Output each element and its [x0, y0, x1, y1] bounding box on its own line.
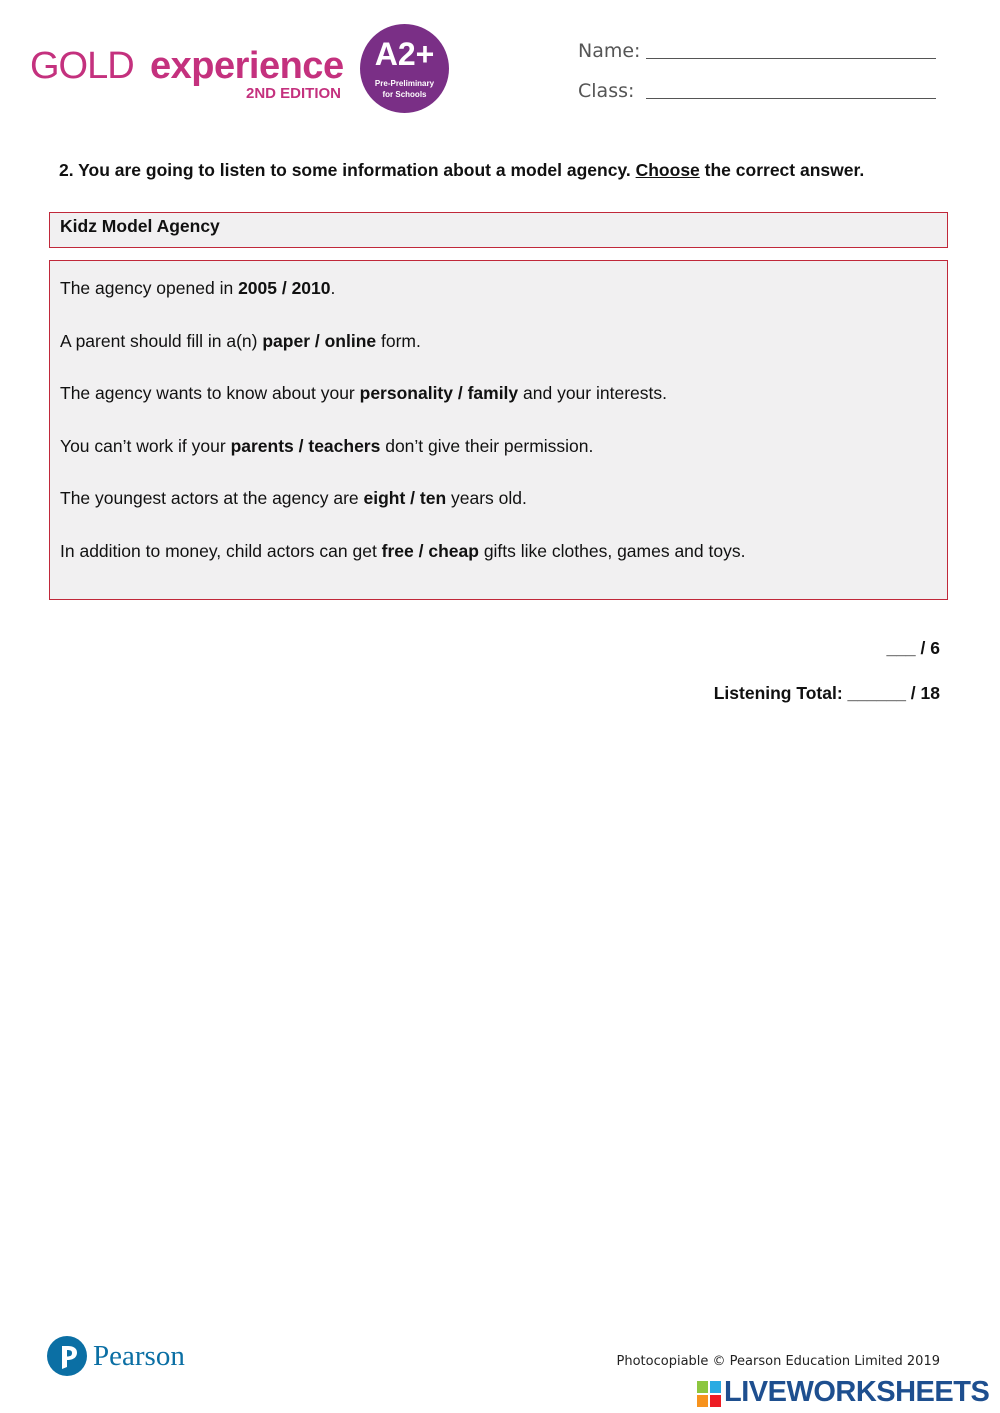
logo-gold: GOLD [30, 45, 134, 87]
badge-sub2: for Schools [382, 90, 427, 99]
task-instruction [59, 160, 864, 181]
question-4 [60, 436, 593, 457]
question-2 [60, 331, 421, 352]
q3-options[interactable]: personality / family [359, 383, 519, 403]
question-6 [60, 541, 745, 562]
level-badge [360, 24, 449, 113]
class-label: Class: [578, 80, 635, 102]
pearson-logo-icon [47, 1336, 87, 1376]
q3-post: and your interests. [518, 383, 667, 403]
question-5 [60, 488, 527, 509]
liveworksheets-icon [697, 1381, 721, 1407]
q4-post: don’t give their permission. [380, 436, 594, 456]
q6-options[interactable]: free / cheap [381, 541, 479, 561]
logo-edition: 2ND EDITION [246, 85, 342, 102]
agency-title: Kidz Model Agency [60, 216, 220, 236]
question-1 [60, 278, 335, 299]
instruction-post: the correct answer. [699, 160, 865, 180]
instruction-pre: 2. You are going to listen to some information about a model agency. [59, 160, 636, 180]
q5-options[interactable]: eight / ten [363, 488, 447, 508]
questions-box [49, 260, 948, 600]
badge-level: A2+ [374, 36, 435, 72]
q5-post: years old. [446, 488, 527, 508]
section-score[interactable]: ___ / 6 [886, 638, 940, 658]
agency-title-box [49, 212, 948, 248]
q4-options[interactable]: parents / teachers [230, 436, 381, 456]
name-label: Name: [578, 40, 641, 62]
instruction-choose: Choose [635, 160, 700, 180]
logo-experience: experience [150, 45, 344, 87]
q1-pre: The agency opened in [60, 278, 239, 298]
class-field[interactable] [646, 98, 936, 99]
q3-pre: The agency wants to know about your [60, 383, 360, 403]
listening-total[interactable]: Listening Total: ______ / 18 [713, 683, 940, 703]
question-3 [60, 383, 667, 404]
q5-pre: The youngest actors at the agency are [60, 488, 364, 508]
copyright-notice: Photocopiable © Pearson Education Limited 2019 [616, 1354, 940, 1369]
pearson-wordmark: Pearson [93, 1340, 185, 1372]
badge-sub1: Pre-Preliminary [374, 79, 435, 88]
q6-post: gifts like clothes, games and toys. [478, 541, 746, 561]
q1-post: . [330, 278, 336, 298]
q2-post: form. [376, 331, 421, 351]
name-field[interactable] [646, 58, 936, 59]
liveworksheets-watermark[interactable]: LIVEWORKSHEETS [724, 1376, 990, 1408]
q6-pre: In addition to money, child actors can get [60, 541, 382, 561]
q2-options[interactable]: paper / online [262, 331, 377, 351]
q1-options[interactable]: 2005 / 2010 [238, 278, 331, 298]
q2-pre: A parent should fill in a(n) [60, 331, 263, 351]
q4-pre: You can’t work if your [60, 436, 231, 456]
